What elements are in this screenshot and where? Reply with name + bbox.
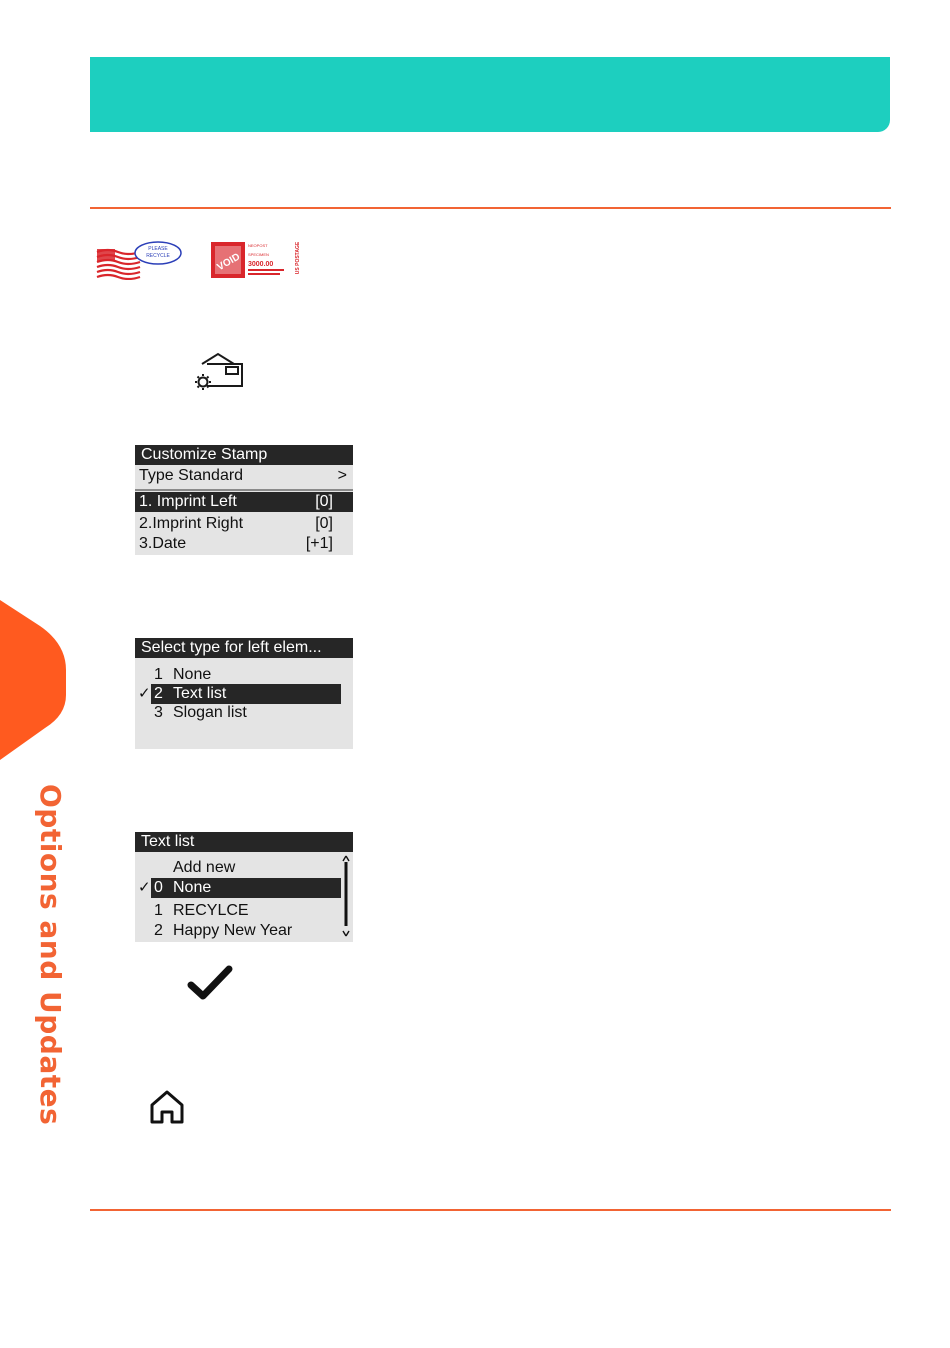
menu-item-label: 3.Date — [139, 535, 187, 552]
stamp-small-text-1: NEOPOST — [248, 243, 268, 248]
bottom-rule — [90, 1209, 891, 1211]
list-item-add-new[interactable] — [135, 858, 353, 878]
divider — [135, 489, 353, 491]
check-mark-icon: ✓ — [138, 685, 151, 702]
list-item-none[interactable] — [135, 878, 353, 898]
list-item-label: RECYLCE — [173, 902, 249, 919]
list-item-number: 0 — [154, 879, 163, 896]
menu-item-label: 2.Imprint Right — [139, 515, 244, 532]
option-label: Text list — [173, 685, 227, 702]
side-section-label: Options and Updates — [34, 784, 67, 1126]
menu-item-value: [0] — [315, 515, 333, 532]
option-slogan-list[interactable] — [135, 703, 353, 723]
menu-item-imprint-right[interactable] — [135, 514, 353, 534]
list-item-number: 2 — [154, 922, 163, 939]
stamp-text-line2: RECYCLE — [146, 253, 170, 259]
flag-recycle-stamp-image — [96, 240, 182, 280]
envelope-settings-icon[interactable] — [190, 350, 246, 394]
option-number: 1 — [154, 666, 163, 683]
franking-stamp-image — [211, 241, 303, 279]
lcd-select-type — [135, 638, 353, 749]
lcd-customize-stamp — [135, 445, 353, 555]
screen-title: Customize Stamp — [135, 445, 353, 465]
menu-item-date[interactable] — [135, 534, 353, 554]
stamp-void-text: VOID — [215, 251, 243, 274]
option-number: 3 — [154, 704, 163, 721]
stamp-amount: 3000.00 — [248, 261, 274, 268]
check-mark-icon: ✓ — [138, 879, 151, 896]
menu-item-value: [+1] — [305, 535, 333, 552]
list-item-label: Happy New Year — [173, 922, 293, 939]
list-item-label: Add new — [173, 859, 236, 876]
lcd-text-list — [135, 832, 353, 942]
side-tab-marker — [0, 600, 66, 760]
stamp-text-line1: PLEASE — [148, 246, 168, 252]
list-item-number: 1 — [154, 902, 163, 919]
option-number: 2 — [154, 685, 163, 702]
menu-item-value: [0] — [315, 493, 333, 510]
option-none[interactable] — [135, 665, 353, 685]
checkmark-icon[interactable] — [186, 963, 234, 1005]
home-icon[interactable] — [148, 1088, 186, 1126]
menu-item-label: 1. Imprint Left — [139, 493, 237, 510]
top-rule — [90, 207, 891, 209]
option-label: None — [173, 666, 212, 683]
option-text-list[interactable] — [135, 684, 353, 704]
screen-title: Select type for left elem... — [135, 638, 353, 658]
header-banner — [90, 57, 890, 132]
scrollbar[interactable] — [341, 854, 351, 940]
screen-title: Text list — [135, 832, 353, 852]
list-item-happy-new-year[interactable] — [135, 921, 353, 941]
chevron-right-icon: > — [337, 467, 347, 484]
list-item-recycle[interactable] — [135, 901, 353, 921]
list-item-label: None — [173, 879, 212, 896]
stamp-side-text: US POSTAGE — [295, 241, 301, 275]
type-standard-row[interactable] — [135, 466, 353, 486]
type-standard-label: Type Standard — [139, 467, 244, 484]
option-label: Slogan list — [173, 704, 247, 721]
stamp-small-text-2: SPECIMEN — [248, 252, 269, 257]
menu-item-imprint-left[interactable] — [135, 492, 353, 512]
